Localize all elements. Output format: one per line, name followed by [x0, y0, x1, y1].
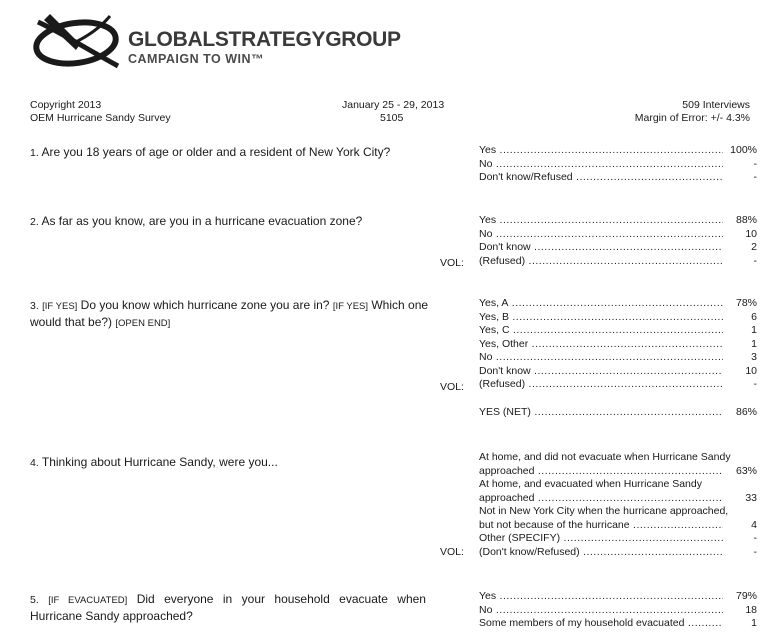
answer-value: 79%	[735, 590, 757, 602]
answer-row	[479, 492, 757, 506]
question-number: 2.	[30, 216, 39, 228]
question-tag: [IF EVACUATED]	[48, 595, 128, 606]
answer-row	[479, 465, 757, 479]
question-4	[30, 455, 430, 472]
answer-label: Other (SPECIFY) .....	[479, 532, 723, 546]
margin-of-error: Margin of Error: +/- 4.3%	[634, 112, 750, 124]
survey-code: 5105	[380, 112, 404, 124]
answer-label: but not because of the hurricane .....	[479, 519, 723, 533]
global-strategy-group-logo-icon	[30, 10, 122, 72]
answer-label: No .....	[479, 158, 723, 172]
answer-label: Don't know .....	[479, 365, 723, 379]
answer-list-1	[479, 144, 757, 185]
question-text: Thinking about Hurricane Sandy, were you...	[41, 455, 278, 469]
answer-value: 18	[745, 603, 757, 616]
question-5	[30, 592, 426, 624]
answer-row	[479, 171, 757, 185]
answer-label: Yes, C .....	[479, 324, 723, 338]
answer-line: At home, and did not evacuate when Hurricane Sandy	[479, 451, 731, 463]
answer-line: At home, and evacuated when Hurricane Sandy	[479, 478, 702, 490]
answer-label: No .....	[479, 604, 723, 618]
answer-row	[479, 365, 757, 379]
question-number: 5.	[30, 594, 39, 606]
vol-label: VOL:	[440, 257, 464, 269]
survey-name: OEM Hurricane Sandy Survey	[30, 112, 171, 124]
net-row	[479, 406, 757, 420]
answer-row	[479, 324, 757, 338]
question-tag: [OPEN END]	[115, 317, 171, 329]
answer-label: (Refused) .....	[479, 378, 723, 392]
answer-value: -	[753, 157, 757, 170]
answer-label: approached .....	[479, 492, 723, 506]
vol-label: VOL:	[440, 546, 464, 558]
answer-value: 10	[745, 364, 757, 377]
answer-label: Yes .....	[479, 214, 723, 228]
question-text: Are you 18 years of age or older and a resident of New York City?	[41, 145, 391, 159]
question-2	[30, 214, 430, 231]
answer-value: 10	[745, 227, 757, 240]
brand-tagline: CAMPAIGN TO WIN™	[128, 52, 265, 66]
answer-row	[479, 617, 757, 631]
answer-row	[479, 241, 757, 255]
answer-label: Yes, B .....	[479, 311, 723, 325]
answer-value: -	[753, 254, 757, 267]
net-value: 86%	[735, 405, 757, 418]
question-text: As far as you know, are you in a hurricane evacuation zone?	[41, 214, 363, 228]
question-tag: [IF YES]	[42, 301, 78, 312]
answer-label: Don't know .....	[479, 241, 723, 255]
answer-value: 100%	[730, 144, 757, 156]
answer-row	[479, 158, 757, 172]
copyright-text: Copyright 2013	[30, 99, 102, 111]
vol-label: VOL:	[440, 381, 464, 393]
answer-row	[479, 297, 757, 311]
answer-value: -	[753, 378, 757, 390]
answer-value: -	[753, 545, 757, 558]
answer-value: 78%	[735, 297, 757, 309]
answer-list-3	[479, 297, 757, 419]
answer-row	[479, 311, 757, 325]
answer-label: approached .....	[479, 465, 723, 479]
answer-label: (Don't know/Refused) .....	[479, 546, 723, 560]
answer-value: 1	[751, 337, 757, 350]
answer-value: 33	[745, 491, 757, 504]
answer-value: -	[753, 532, 757, 544]
question-number: 3.	[30, 300, 39, 312]
answer-label: Don't know/Refused .....	[479, 171, 723, 185]
answer-label: Some members of my household evacuated .....	[479, 617, 723, 631]
answer-value: 2	[751, 241, 757, 253]
answer-row	[479, 546, 757, 560]
answer-row	[479, 532, 757, 546]
answer-value: 6	[751, 310, 757, 323]
answer-label: No .....	[479, 228, 723, 242]
answer-label: Yes .....	[479, 144, 723, 158]
answer-label: (Refused) .....	[479, 255, 723, 269]
answer-list-4	[479, 451, 757, 559]
question-tag: [IF YES]	[332, 301, 369, 312]
question-text: Did everyone in your household evacuate when Hurricane Sandy approached?	[30, 592, 426, 623]
answer-label: Yes .....	[479, 590, 723, 604]
answer-line: Not in New York City when the hurricane approached,	[479, 505, 729, 517]
answer-row	[479, 214, 757, 228]
question-text: Do you know which hurricane zone you are in?	[80, 298, 330, 312]
answer-row	[479, 228, 757, 242]
answer-row	[479, 604, 757, 618]
answer-value: 63%	[735, 464, 757, 477]
question-number: 1.	[30, 147, 39, 159]
answer-value: -	[753, 171, 757, 183]
answer-label: No .....	[479, 351, 723, 365]
question-3	[30, 298, 430, 331]
answer-list-2	[479, 214, 757, 268]
survey-dates: January 25 - 29, 2013	[342, 99, 445, 111]
answer-label: Yes, A .....	[479, 297, 723, 311]
answer-row	[479, 351, 757, 365]
answer-value: 1	[751, 617, 757, 629]
answer-row	[479, 144, 757, 158]
answer-row	[479, 378, 757, 392]
net-label: YES (NET) .....	[479, 406, 723, 420]
answer-row	[479, 338, 757, 352]
question-text: Which one would that be?)	[30, 298, 429, 329]
interview-count: 509 Interviews	[682, 99, 750, 111]
answer-row	[479, 255, 757, 269]
question-1	[30, 145, 430, 162]
answer-value: 1	[751, 324, 757, 336]
answer-list-5	[479, 590, 757, 631]
answer-value: 3	[751, 351, 757, 363]
answer-value: 4	[751, 518, 757, 531]
answer-row	[479, 590, 757, 604]
answer-label: Yes, Other .....	[479, 338, 723, 352]
brand-name: GLOBALSTRATEGYGROUP	[128, 28, 401, 51]
question-number: 4.	[30, 457, 39, 469]
answer-value: 88%	[735, 214, 757, 226]
answer-row	[479, 519, 757, 533]
